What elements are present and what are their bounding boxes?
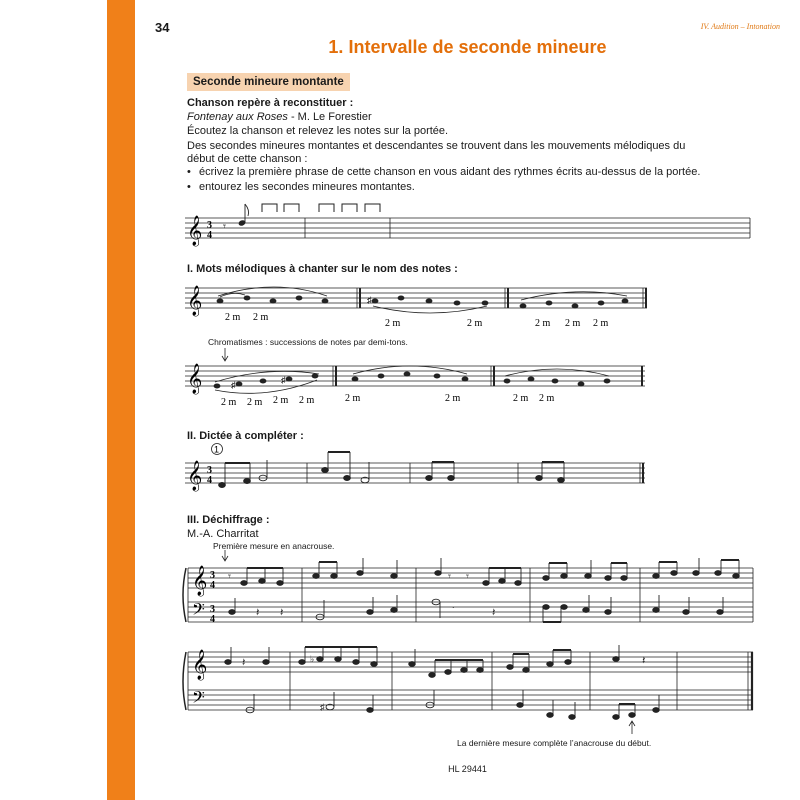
interval-label: 2 m bbox=[299, 395, 315, 406]
exercise-3-author: M.-A. Charritat bbox=[187, 528, 259, 540]
chromatism-caption: Chromatismes : successions de notes par demi-tons. bbox=[208, 337, 408, 347]
svg-text:3: 3 bbox=[207, 465, 212, 476]
interval-label: 2 m bbox=[247, 397, 263, 408]
interval-label: 2 m bbox=[593, 318, 609, 329]
arrow-down-icon bbox=[222, 550, 228, 561]
treble-clef-icon: 𝄞 bbox=[192, 566, 208, 596]
instruction-text: début de cette chanson : bbox=[187, 153, 308, 165]
interval-label: 2 m bbox=[253, 312, 269, 323]
treble-clef-icon: 𝄞 bbox=[187, 461, 203, 491]
svg-text:4: 4 bbox=[210, 614, 215, 625]
bullet-text: écrivez la première phrase de cette chanson en vous aidant des rythmes écrits au-dessus de la portée. bbox=[199, 166, 701, 178]
bullet-item: • écrivez la première phrase de cette chanson en vous aidant des rythmes écrits au-dessus de la portée. bbox=[187, 166, 701, 178]
book-page bbox=[135, 0, 800, 800]
title-text: Intervalle de seconde mineure bbox=[348, 37, 607, 57]
left-margin bbox=[0, 0, 137, 800]
bass-clef-icon: 𝄢 bbox=[192, 687, 205, 711]
interval-label: 2 m bbox=[565, 318, 581, 329]
interval-label: 2 m bbox=[535, 318, 551, 329]
interval-label: 2 m bbox=[225, 312, 241, 323]
svg-text:𝄽: 𝄽 bbox=[242, 657, 246, 669]
interval-label: 2 m bbox=[385, 318, 401, 329]
svg-text:.: . bbox=[452, 600, 455, 610]
sight-reading-system-1 bbox=[180, 550, 760, 635]
interval-label: 2 m bbox=[445, 393, 461, 404]
svg-text:𝄽: 𝄽 bbox=[642, 655, 646, 667]
bullet-item: • entourez les secondes mineures montantes. bbox=[187, 181, 415, 193]
song-author: - M. Le Forestier bbox=[287, 111, 372, 123]
interval-label: 2 m bbox=[345, 393, 361, 404]
title-number: 1. bbox=[328, 37, 344, 57]
interval-label: 2 m bbox=[467, 318, 483, 329]
interval-label: 2 m bbox=[513, 393, 529, 404]
instruction-text: Des secondes mineures montantes et descendantes se trouvent dans les mouvements mélodiques du bbox=[187, 140, 686, 152]
arrow-down-icon bbox=[222, 348, 228, 361]
arrow-up-icon bbox=[629, 721, 635, 734]
instruction-text: Écoutez la chanson et relevez les notes sur la portée. bbox=[187, 125, 449, 137]
treble-clef-icon: 𝄞 bbox=[187, 364, 203, 394]
svg-text:♯: ♯ bbox=[320, 702, 325, 712]
song-staff bbox=[185, 200, 755, 250]
exercise-1-heading: I. Mots mélodiques à chanter sur le nom des notes : bbox=[187, 263, 458, 275]
treble-clef-icon: 𝄞 bbox=[192, 650, 208, 680]
exercise-2-heading: II. Dictée à compléter : bbox=[187, 430, 304, 442]
bass-clef-icon: 𝄢 bbox=[192, 599, 205, 623]
svg-text:4: 4 bbox=[210, 580, 215, 591]
svg-text:𝄽: 𝄽 bbox=[492, 607, 496, 619]
exercise-number-mark: 1 bbox=[214, 444, 220, 455]
anacrusis-caption: Première mesure en anacrouse. bbox=[213, 541, 335, 551]
song-reference bbox=[187, 110, 372, 124]
dictation-staff bbox=[185, 440, 755, 490]
sight-reading-system-2 bbox=[180, 642, 760, 737]
svg-text:♭: ♭ bbox=[310, 654, 315, 664]
treble-clef-icon: 𝄞 bbox=[187, 216, 203, 246]
svg-text:𝄾: 𝄾 bbox=[228, 571, 231, 583]
svg-text:♯: ♯ bbox=[281, 375, 286, 385]
running-head: IV. Audition – Intonation bbox=[700, 22, 780, 31]
bullet-text: entourez les secondes mineures montantes. bbox=[199, 181, 415, 193]
svg-text:3: 3 bbox=[207, 220, 212, 231]
exercise-3-heading: III. Déchiffrage : bbox=[187, 514, 270, 526]
treble-clef-icon: 𝄞 bbox=[187, 286, 203, 316]
interval-label: 2 m bbox=[273, 395, 289, 406]
svg-text:♯: ♯ bbox=[367, 295, 372, 305]
svg-text:3: 3 bbox=[210, 570, 215, 581]
melodic-words-staff-2 bbox=[185, 348, 755, 408]
svg-text:𝄾: 𝄾 bbox=[448, 571, 451, 583]
orange-edge-band bbox=[107, 0, 135, 800]
last-measure-caption: La dernière mesure complète l’anacrouse du début. bbox=[457, 738, 652, 748]
svg-text:4: 4 bbox=[207, 230, 212, 241]
svg-text:𝄾: 𝄾 bbox=[223, 221, 226, 233]
svg-text:3: 3 bbox=[210, 604, 215, 615]
section-label: Seconde mineure montante bbox=[187, 73, 350, 91]
svg-text:♯: ♯ bbox=[231, 380, 236, 390]
footer-code: HL 29441 bbox=[448, 764, 487, 774]
song-heading: Chanson repère à reconstituer : bbox=[187, 97, 354, 109]
svg-text:𝄽: 𝄽 bbox=[280, 607, 284, 619]
melodic-words-staff-1 bbox=[185, 280, 755, 335]
svg-text:𝄽: 𝄽 bbox=[256, 607, 260, 619]
page-title bbox=[135, 37, 800, 58]
svg-text:𝄾: 𝄾 bbox=[466, 571, 469, 583]
interval-label: 2 m bbox=[539, 393, 555, 404]
svg-text:4: 4 bbox=[207, 475, 212, 486]
page-number: 34 bbox=[155, 20, 170, 35]
interval-label: 2 m bbox=[221, 397, 237, 408]
song-title: Fontenay aux Roses bbox=[187, 111, 288, 123]
